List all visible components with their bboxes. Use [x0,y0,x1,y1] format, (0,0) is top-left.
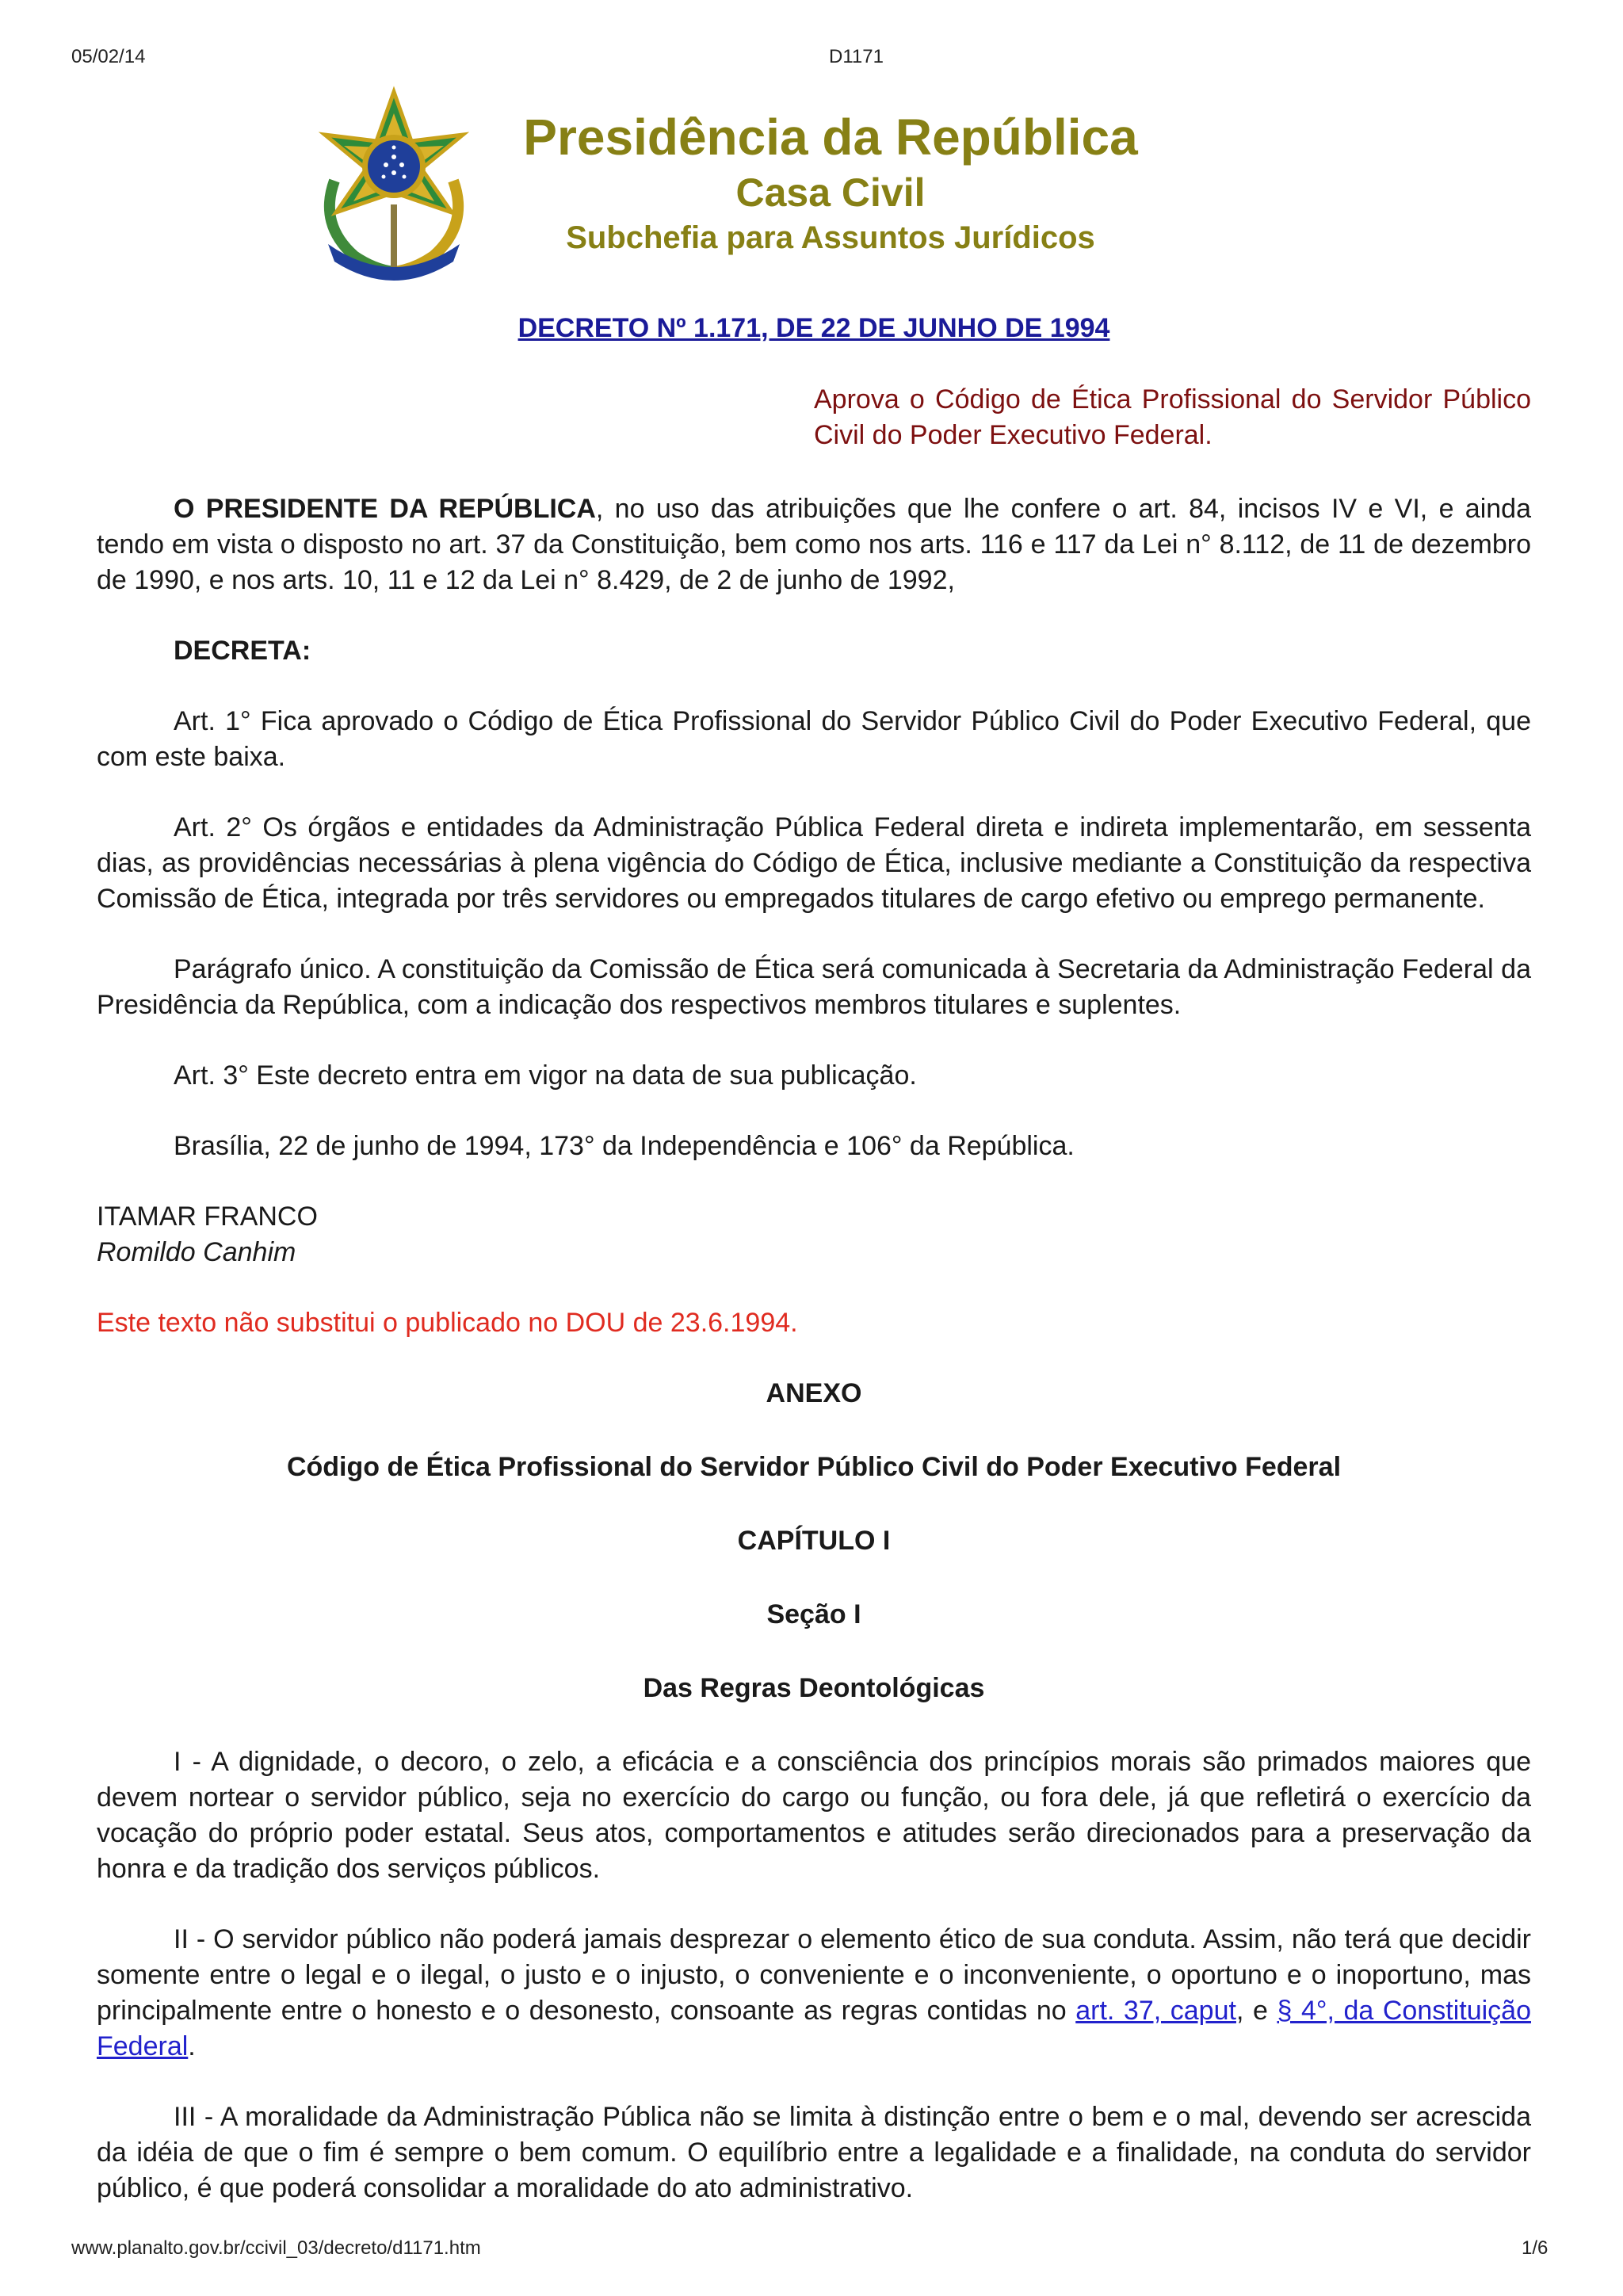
rule-item-3: III - A moralidade da Administração Pública não se limita à distinção entre o bem e o mal, devendo ser acrescida da idéia de que o fim é sempre o bem comum. O equilíbrio entre a legalidade e a finalidade, na conduta do servidor público, é que poderá consolidar a moralidade do ato administrativo. [97,2102,1531,2203]
dou-note: Este texto não substitui o publicado no DOU de 23.6.1994. [97,1308,798,1338]
masthead-subchefia: Subchefia para Assuntos Jurídicos [566,220,1095,255]
rule-item-2-joiner: , e [1235,1996,1277,2026]
rule-item-1: I - A dignidade, o decoro, o zelo, a eficácia e a consciência dos princípios morais são primados maiores que devem nortear o servidor público, seja no exercício do cargo ou função, ou fora dele, já que refletirá o exercício da vocação do próprio poder estatal. Seus atos, comportamentos e atitudes serão direcionados para a preservação da honra e da tradição dos serviços públicos. [97,1747,1531,1884]
preamble-text: , no uso das atribuições que lhe confere o art. 84, incisos IV e VI, e ainda tendo em vista o disposto no art. 37 da Constituição, bem como nos arts. 116 e 117 da Lei n° 8.112, de 11 de dezembro de 1990, e nos arts. 10, 11 e 12 da Lei n° 8.429, de 2 de junho de 1992, [97,494,1531,595]
decree-title-link[interactable]: DECRETO Nº 1.171, DE 22 DE JUNHO DE 1994 [517,313,1110,343]
section-title: Das Regras Deontológicas [643,1673,985,1703]
masthead [0,106,1623,258]
article-3: Art. 3° Este decreto entra em vigor na data de sua publicação. [174,1060,917,1091]
page-number: 1/6 [1522,2237,1549,2259]
source-url: www.planalto.gov.br/ccivil_03/decreto/d1171.htm [71,2237,481,2259]
masthead-presidencia: Presidência da República [523,109,1138,166]
place-date: Brasília, 22 de junho de 1994, 173° da Independência e 106° da República. [174,1131,1075,1161]
decreta-label: DECRETA: [174,636,311,666]
signer-president: ITAMAR FRANCO [97,1201,318,1232]
signer-minister: Romildo Canhim [97,1237,296,1267]
document-body [97,311,1531,2241]
section-heading: Seção I [766,1599,861,1629]
rule-item-2-end: . [188,2031,196,2061]
article-1: Art. 1° Fica aprovado o Código de Ética Profissional do Servidor Público Civil do Poder Executivo Federal, que com este baixa. [97,706,1531,772]
chapter-heading: CAPÍTULO I [737,1526,891,1556]
art-37-caput-link[interactable]: art. 37, caput [1075,1996,1236,2026]
preamble-authority: O PRESIDENTE DA REPÚBLICA [174,494,596,524]
print-header [0,46,1623,78]
annex-heading: ANEXO [766,1378,862,1408]
masthead-casa-civil: Casa Civil [735,170,926,215]
print-date: 05/02/14 [71,46,146,67]
decree-ementa: Aprova o Código de Ética Profissional do Servidor Público Civil do Poder Executivo Federal. [814,384,1531,450]
rule-item-2-text: II - O servidor público não poderá jamais desprezar o elemento ético de sua conduta. Assim, não terá que decidir somente entre o legal e o ilegal, o justo e o injusto, o conveniente e o inconveniente, o oportuno e o inoportuno, mas principalmente entre o honesto e o desonesto, consoante as regras contidas no [97,1924,1531,2026]
constituicao-federal-link[interactable]: § 4°, da Constituição Federal [97,1996,1531,2061]
code-title: Código de Ética Profissional do Servidor Público Civil do Poder Executivo Federal [286,1452,1342,1482]
print-document-code: D1171 [829,46,884,67]
decreta [97,633,1531,669]
signatures [97,1199,1531,1270]
paragrafo-unico: Parágrafo único. A constituição da Comissão de Ética será comunicada à Secretaria da Administração Federal da Presidência da República, com a indicação dos respectivos membros titulares e suplentes. [97,954,1531,1020]
rule-item-2 [97,1922,1531,2065]
preamble [97,491,1531,598]
article-2: Art. 2° Os órgãos e entidades da Administração Pública Federal direta e indireta implementarão, em sessenta dias, as providências necessárias à plena vigência do Código de Ética, inclusive mediante a Constituição da respectiva Comissão de Ética, integrada por três servidores ou empregados titulares de cargo efetivo ou emprego permanente. [97,812,1531,914]
